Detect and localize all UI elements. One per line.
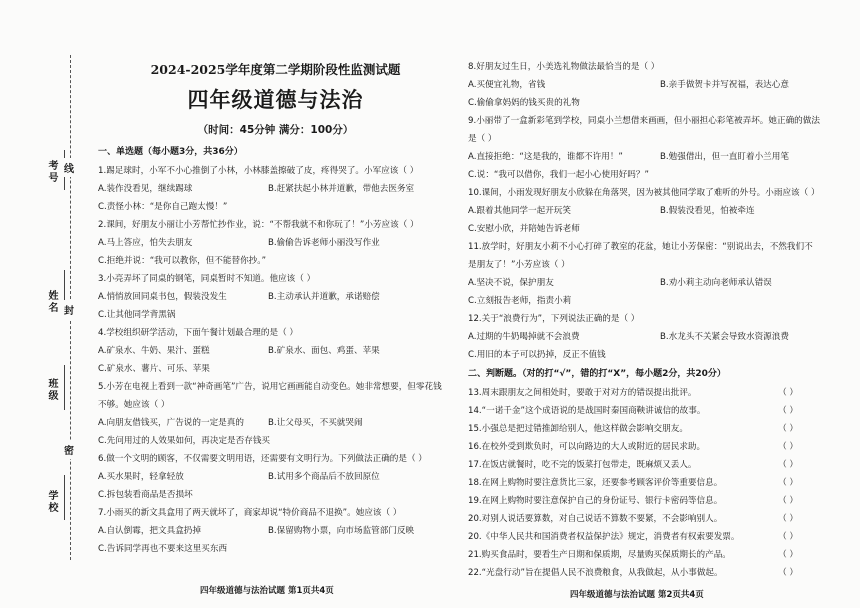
judge-item (468, 425, 828, 435)
school-field[interactable] (50, 475, 65, 520)
judge-text: 18.在网上购物时要注意货比三家，还要参考顾客评价等重要信息。 (468, 478, 723, 488)
school-label: 学校 (46, 490, 57, 514)
answer-paren[interactable]: （ ） (778, 550, 798, 560)
answer-paren[interactable]: （ ） (778, 514, 798, 524)
question-stem: 3.小亮弄坏了同桌的钢笔，同桌暂时不知道。他应该（ ） (98, 274, 316, 284)
answer-paren[interactable]: （ ） (778, 460, 798, 470)
option-c[interactable]: C.安慰小欣，并陪她告诉老师 (468, 224, 580, 234)
judge-item (468, 389, 828, 399)
judge-item (468, 479, 828, 489)
option-b[interactable]: B.赶紧扶起小林并道歉，带他去医务室 (268, 184, 415, 194)
question-stem: 12.关于“浪费行为”，下列说法正确的是（ ） (468, 314, 640, 324)
option-c[interactable]: C.说：“我可以借你，我们一起小心使用好吗？” (468, 170, 649, 180)
option-c[interactable]: C.用旧的本子可以扔掉，反正不值钱 (468, 350, 606, 360)
question-stem: 7.小雨买的新文具盒用了两天就坏了，商家却说“特价商品不退换”。她应该（ ） (98, 508, 402, 518)
judge-item (468, 515, 828, 525)
question-stem: 4.学校组织研学活动，下面午餐计划最合理的是（ ） (98, 328, 298, 338)
option-b[interactable]: B.矿泉水、面包、鸡蛋、苹果 (268, 346, 380, 356)
name-field[interactable] (50, 270, 65, 315)
question-stem-cont: 是朋友了！”小芳应该（ ） (468, 260, 570, 270)
seal-char-secret: 密 (64, 440, 74, 459)
question-stem-cont: 不够。她应该（ ） (98, 400, 170, 410)
option-a[interactable]: A.悄悄放回同桌书包，假装没发生 (98, 292, 227, 302)
judge-item (468, 497, 828, 507)
judge-text: 14.“一诺千金”这个成语说的是战国时秦国商鞅讲诚信的故事。 (468, 406, 706, 416)
answer-paren[interactable]: （ ） (778, 568, 798, 578)
question-stem: 11.放学时，好朋友小莉不小心打碎了教室的花盆，她让小芳保密：“别说出去，不然我们不 (468, 242, 813, 252)
option-b[interactable]: B.亲手做贺卡并写祝福，表达心意 (660, 80, 789, 90)
judge-text: 20.对别人说话要算数，对自己说话不算数不要紧，不会影响别人。 (468, 514, 723, 524)
question-stem: 1.踢足球时，小军不小心推倒了小林，小林膝盖擦破了皮，疼得哭了。小军应该（ ） (98, 166, 419, 176)
option-a[interactable]: A.过期的牛奶喝掉就不会浪费 (468, 332, 580, 342)
option-b[interactable]: B.偷偷告诉老师小丽没写作业 (268, 238, 380, 248)
judge-item (468, 407, 828, 417)
question-stem-cont: 是（ ） (468, 134, 497, 144)
answer-paren[interactable]: （ ） (778, 442, 798, 452)
option-b[interactable]: B.劝小莉主动向老师承认错误 (660, 278, 772, 288)
subject-title: 四年级道德与法治 (187, 87, 364, 112)
option-c[interactable]: C.立刻报告老师，指责小莉 (468, 296, 572, 306)
exam-title: 2024-2025学年度第二学期阶段性监测试题 (150, 62, 401, 77)
exam-no-field[interactable] (50, 150, 65, 190)
judge-item (468, 551, 828, 561)
question-stem: 2.课间，好朋友小丽让小芳帮忙抄作业，说：“不帮我就不和你玩了！”小芳应该（ ） (98, 220, 419, 230)
answer-paren[interactable]: （ ） (778, 532, 798, 542)
option-b[interactable]: B.假装没看见，怕被牵连 (660, 206, 755, 216)
answer-paren[interactable]: （ ） (778, 478, 798, 488)
question-stem: 5.小芳在电视上看到一款“神奇画笔”广告，说用它画画能自动变色。她非常想要，但零花钱 (98, 382, 442, 392)
option-a[interactable]: A.矿泉水、牛奶、果汁、蛋糕 (98, 346, 210, 356)
judge-item (468, 443, 828, 453)
question-stem: 9.小丽带了一盒新彩笔到学校，同桌小兰想借来画画，但小丽担心彩笔被弄坏。她正确的做法 (468, 116, 820, 126)
judge-text: 17.在饭店就餐时，吃不完的饭菜打包带走，既麻烦又丢人。 (468, 460, 697, 470)
option-a[interactable]: A.装作没看见，继续踢球 (98, 184, 193, 194)
judge-text: 21.购买食品时，要看生产日期和保质期，尽量购买保质期长的产品。 (468, 550, 731, 560)
judge-text: 20.《中华人民共和国消费者权益保护法》规定，消费者有权索要发票。 (468, 532, 740, 542)
option-b[interactable]: B.主动承认并道歉，承诺赔偿 (268, 292, 380, 302)
page-footer-left: 四年级道德与法治试题 第1页共4页 (200, 586, 334, 596)
judge-text: 15.小强总是把过错推卸给别人，他这样做会影响交朋友。 (468, 424, 688, 434)
option-a[interactable]: A.坚决不说，保护朋友 (468, 278, 554, 288)
section-2-title: 二、判断题。（对的打“√”，错的打“X”，每小题2分，共20分） (468, 369, 726, 379)
option-b[interactable]: B.试用多个商品后不放回原位 (268, 472, 380, 482)
option-c[interactable]: C.告诉同学再也不要来这里买东西 (98, 544, 228, 554)
option-b[interactable]: B.水龙头不关紧会导致水资源浪费 (660, 332, 789, 342)
judge-item (468, 461, 828, 471)
option-a[interactable]: A.自认倒霉，把文具盒扔掉 (98, 526, 201, 536)
answer-paren[interactable]: （ ） (778, 424, 798, 434)
option-c[interactable]: C.拆包装看商品是否损坏 (98, 490, 193, 500)
name-label: 姓名 (46, 290, 57, 314)
option-c[interactable]: C.让其他同学背黑锅 (98, 310, 176, 320)
option-a[interactable]: A.买便宜礼物，省钱 (468, 80, 546, 90)
judge-text: 13.周末跟朋友之间相处时，要敢于对对方的错误提出批评。 (468, 388, 697, 398)
question-stem: 8.好朋友过生日，小美选礼物做法最恰当的是（ ） (468, 62, 660, 72)
answer-paren[interactable]: （ ） (778, 406, 798, 416)
option-c[interactable]: C.责怪小林：“是你自己跑太慢！” (98, 202, 228, 212)
question-stem: 10.课间，小雨发现好朋友小欣躲在角落哭，因为被其他同学取了难听的外号。小雨应该（ ） (468, 188, 820, 198)
judge-text: 16.在校外受到欺负时，可以向路边的大人或附近的居民求助。 (468, 442, 706, 452)
page-1-column (98, 0, 453, 608)
class-label: 班级 (46, 378, 57, 402)
exam-no-label: 考号 (46, 160, 57, 184)
option-a[interactable]: A.买水果时，轻拿轻放 (98, 472, 184, 482)
seal-char-seal: 封 (64, 300, 74, 319)
answer-paren[interactable]: （ ） (778, 496, 798, 506)
judge-text: 22.“光盘行动”旨在提倡人民不浪费粮食，从我做起，从小事做起。 (468, 568, 723, 578)
class-field[interactable] (50, 365, 65, 410)
page-2-column (468, 0, 828, 608)
option-a[interactable]: A.向朋友借钱买，广告说的一定是真的 (98, 418, 244, 428)
seal-char-line: 线 (64, 158, 74, 177)
time-score-line: （时间：45分钟 满分：100分） (197, 124, 354, 136)
option-c[interactable]: C.先问用过的人效果如何，再决定是否存钱买 (98, 436, 271, 446)
option-c[interactable]: C.矿泉水、薯片、可乐、苹果 (98, 364, 210, 374)
option-b[interactable]: B.勉强借出，但一直盯着小兰用笔 (660, 152, 789, 162)
option-a[interactable]: A.跟着其他同学一起开玩笑 (468, 206, 571, 216)
option-a[interactable]: A.直接拒绝：“这是我的，谁都不许用！” (468, 152, 623, 162)
judge-text: 19.在网上购物时要注意保护自己的身份证号、银行卡密码等信息。 (468, 496, 723, 506)
option-c[interactable]: C.拒绝并说：“我可以教你，但不能替你抄。” (98, 256, 267, 266)
option-a[interactable]: A.马上答应，怕失去朋友 (98, 238, 193, 248)
option-b[interactable]: B.让父母买，不买就哭闹 (268, 418, 363, 428)
option-b[interactable]: B.保留购物小票，向市场监管部门反映 (268, 526, 415, 536)
answer-paren[interactable]: （ ） (778, 388, 798, 398)
judge-item (468, 569, 828, 579)
section-1-title: 一、单选题（每小题3分，共36分） (98, 147, 243, 157)
question-stem: 6.做一个文明的顾客，不仅需要文明用语，还需要有文明行为。下列做法正确的是（ ） (98, 454, 427, 464)
page-footer-right: 四年级道德与法治试题 第2页共4页 (570, 590, 704, 600)
option-c[interactable]: C.偷偷拿妈妈的钱买贵的礼物 (468, 98, 580, 108)
judge-item (468, 533, 828, 543)
